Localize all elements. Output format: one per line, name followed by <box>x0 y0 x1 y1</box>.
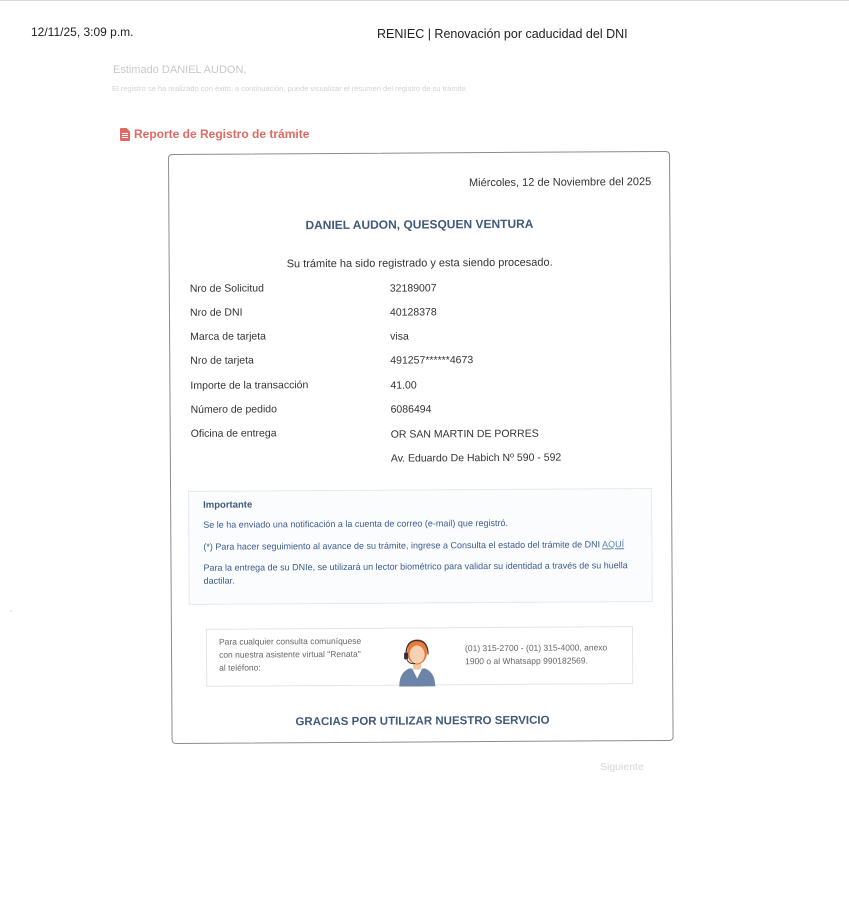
contact-phones <box>465 641 607 668</box>
contact-box <box>206 626 633 687</box>
important-notice <box>188 488 653 605</box>
field-value-oficina: OR SAN MARTIN DE PORRES <box>390 427 539 441</box>
important-line-tracking <box>203 539 624 552</box>
print-datetime: 12/11/25, 3:09 p.m. <box>31 25 134 39</box>
field-label-dni: Nro de DNI <box>189 306 243 319</box>
document-icon <box>120 128 130 141</box>
field-label-pedido: Número de pedido <box>190 403 277 416</box>
applicant-name: DANIEL AUDON, QUESQUEN VENTURA <box>305 216 534 233</box>
report-link[interactable] <box>120 127 309 141</box>
tracking-link[interactable]: AQUÍ <box>602 539 625 550</box>
thanks-message: GRACIAS POR UTILIZAR NUESTRO SERVICIO <box>295 714 550 729</box>
office-address: Av. Eduardo De Habich Nº 590 - 592 <box>390 451 562 465</box>
support-agent-icon <box>395 630 439 686</box>
contact-text <box>219 635 361 675</box>
field-label-importe: Importe de la transacción <box>190 379 309 392</box>
registration-date: Miércoles, 12 de Noviembre del 2025 <box>468 176 652 190</box>
field-value-pedido: 6086494 <box>390 403 432 416</box>
contact-phone-line-2: 1900 o al Whatsapp 990182569. <box>465 655 589 667</box>
contact-line-2: con nuestra asistente virtual "Renata" <box>219 648 361 660</box>
field-label-nro-tarjeta: Nro de tarjeta <box>190 354 254 367</box>
scan-speck <box>10 610 12 612</box>
field-value-dni: 40128378 <box>389 306 437 319</box>
greeting-text: Estimado DANIEL AUDON, <box>113 64 247 76</box>
field-label-oficina: Oficina de entrega <box>190 427 277 440</box>
important-title: Importante <box>203 499 253 511</box>
next-button[interactable]: Siguiente <box>600 761 644 773</box>
report-link-label: Reporte de Registro de trámite <box>134 127 310 141</box>
contact-line-3: al teléfono: <box>219 662 261 673</box>
field-value-importe: 41.00 <box>390 379 417 392</box>
field-label-solicitud: Nro de Solicitud <box>189 282 264 295</box>
registration-card <box>168 151 674 744</box>
tracking-text: (*) Para hacer seguimiento al avance de su trámite, ingrese a Consulta el estado del trámite de DNI <box>203 539 601 552</box>
top-divider <box>0 0 849 1</box>
contact-phone-line-1: (01) 315-2700 - (01) 315-4000, anexo <box>464 642 608 654</box>
status-message: Su trámite ha sido registrado y esta siendo procesado. <box>286 256 553 271</box>
greeting-subtext: El registro se ha realizado con éxito, a continuación, puede visualizar el resumen del registro de su trámite. <box>112 84 468 93</box>
important-line-biometric: Para la entrega de su DNIe, se utilizará un lector biométrico para validar su identidad a través de su huella dactilar. <box>203 560 628 586</box>
field-value-nro-tarjeta: 491257******4673 <box>390 354 474 367</box>
print-page-title: RENIEC | Renovación por caducidad del DNI <box>377 27 628 41</box>
important-line-email: Se le ha enviado una notificación a la cuenta de correo (e-mail) que registró. <box>203 517 508 530</box>
field-value-marca-tarjeta: visa <box>390 330 409 343</box>
field-label-marca-tarjeta: Marca de tarjeta <box>190 330 267 343</box>
field-value-solicitud: 32189007 <box>389 282 437 295</box>
contact-line-1: Para cualquier consulta comuníquese <box>218 635 362 647</box>
